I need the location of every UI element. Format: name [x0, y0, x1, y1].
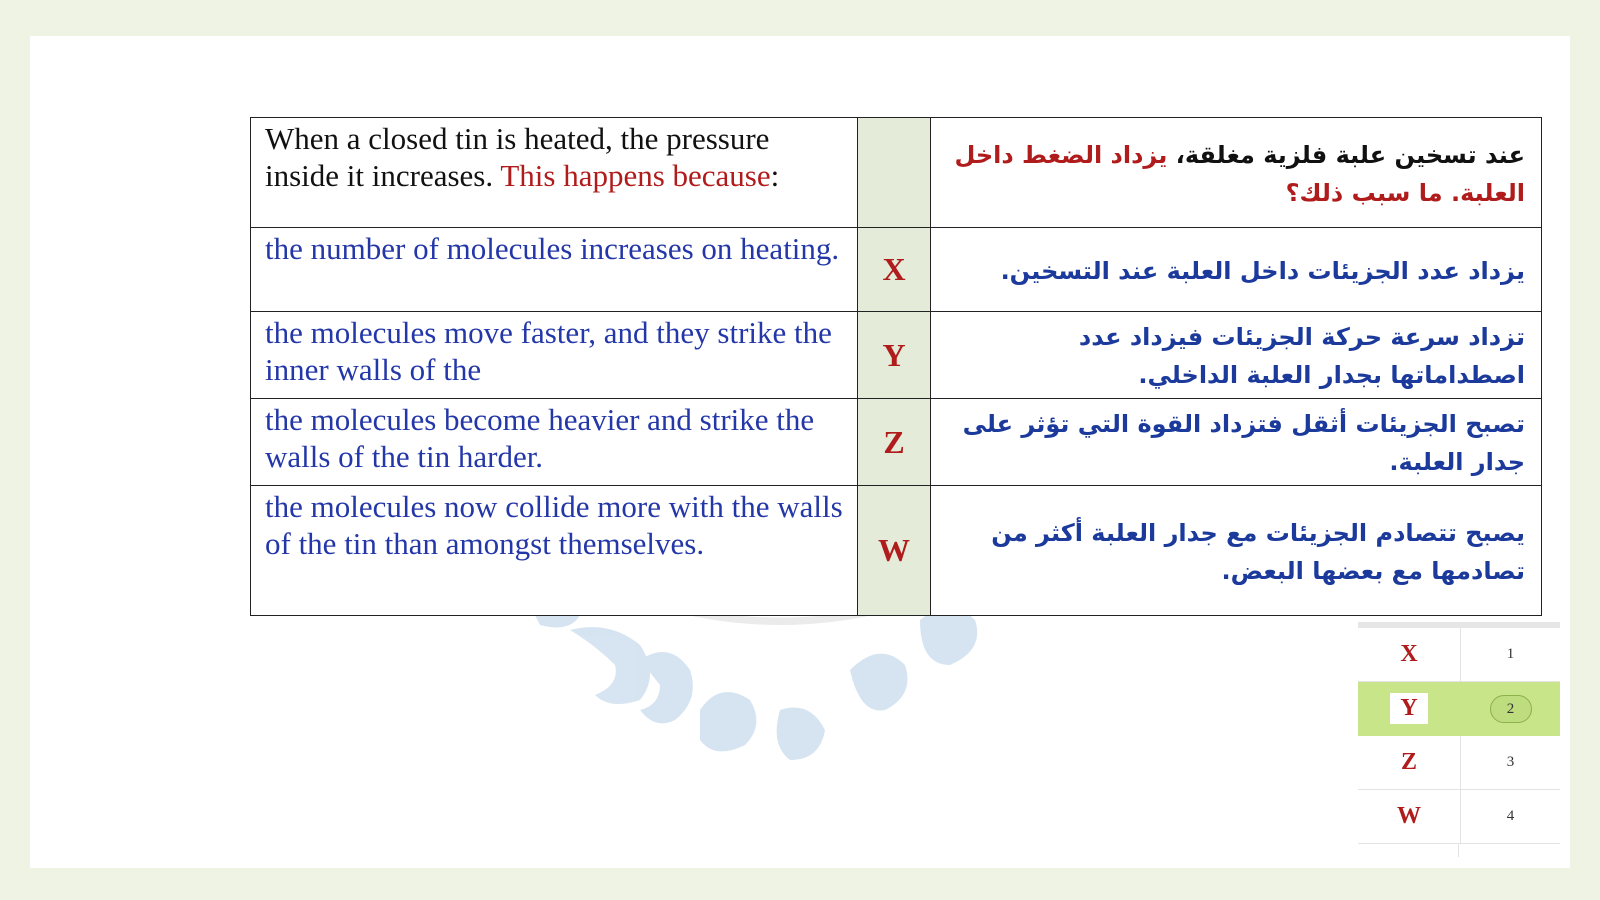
answer-letter: W	[1358, 790, 1461, 843]
selected-number-badge: 2	[1490, 695, 1532, 723]
answer-number: 3	[1506, 754, 1515, 770]
option-z-letter: Z	[858, 399, 931, 486]
table-row	[251, 118, 1542, 228]
question-stem-en: When a closed tin is heated, the pressure inside it increases. This happens because:	[251, 118, 858, 228]
answer-option-y-selected[interactable]	[1358, 682, 1560, 736]
answer-number: 4	[1506, 808, 1515, 824]
answer-key-list	[1358, 622, 1560, 844]
answer-letter: Y	[1358, 682, 1461, 735]
question-stem-ar: عند تسخين علبة فلزية مغلقة، يزداد الضغط داخل العلبة. ما سبب ذلك؟	[931, 118, 1542, 228]
option-y-letter: Y	[858, 312, 931, 399]
option-y-ar: تزداد سرعة حركة الجزيئات فيزداد عدد اصطداماتها بجدار العلبة الداخلي.	[931, 312, 1542, 399]
option-w-letter: W	[858, 486, 931, 616]
option-x-en: the number of molecules increases on heating.	[251, 228, 858, 312]
answer-number	[1461, 682, 1560, 735]
stem-letter-cell	[858, 118, 931, 228]
option-w-ar: يصبح تتصادم الجزيئات مع جدار العلبة أكثر من تصادمها مع بعضها البعض.	[931, 486, 1542, 616]
option-x-letter: X	[858, 228, 931, 312]
table-row	[251, 486, 1542, 616]
table-row	[251, 228, 1542, 312]
answer-number: 1	[1506, 646, 1515, 662]
answer-letter: Z	[1358, 736, 1461, 789]
answer-option-z[interactable]	[1358, 736, 1560, 790]
option-z-ar: تصبح الجزيئات أثقل فتزداد القوة التي تؤثر على جدار العلبة.	[931, 399, 1542, 486]
option-z-en: the molecules become heavier and strike the walls of the tin harder.	[251, 399, 858, 486]
table-row	[251, 312, 1542, 399]
option-x-ar: يزداد عدد الجزيئات داخل العلبة عند التسخين.	[931, 228, 1542, 312]
option-y-en: the molecules move faster, and they strike the inner walls of the	[251, 312, 858, 399]
answer-option-x[interactable]	[1358, 628, 1560, 682]
answer-option-w[interactable]	[1358, 790, 1560, 844]
list-divider	[1458, 843, 1459, 857]
option-w-en: the molecules now collide more with the walls of the tin than amongst themselves.	[251, 486, 858, 616]
table-row	[251, 399, 1542, 486]
question-table	[250, 117, 1542, 616]
answer-letter: X	[1358, 628, 1461, 681]
